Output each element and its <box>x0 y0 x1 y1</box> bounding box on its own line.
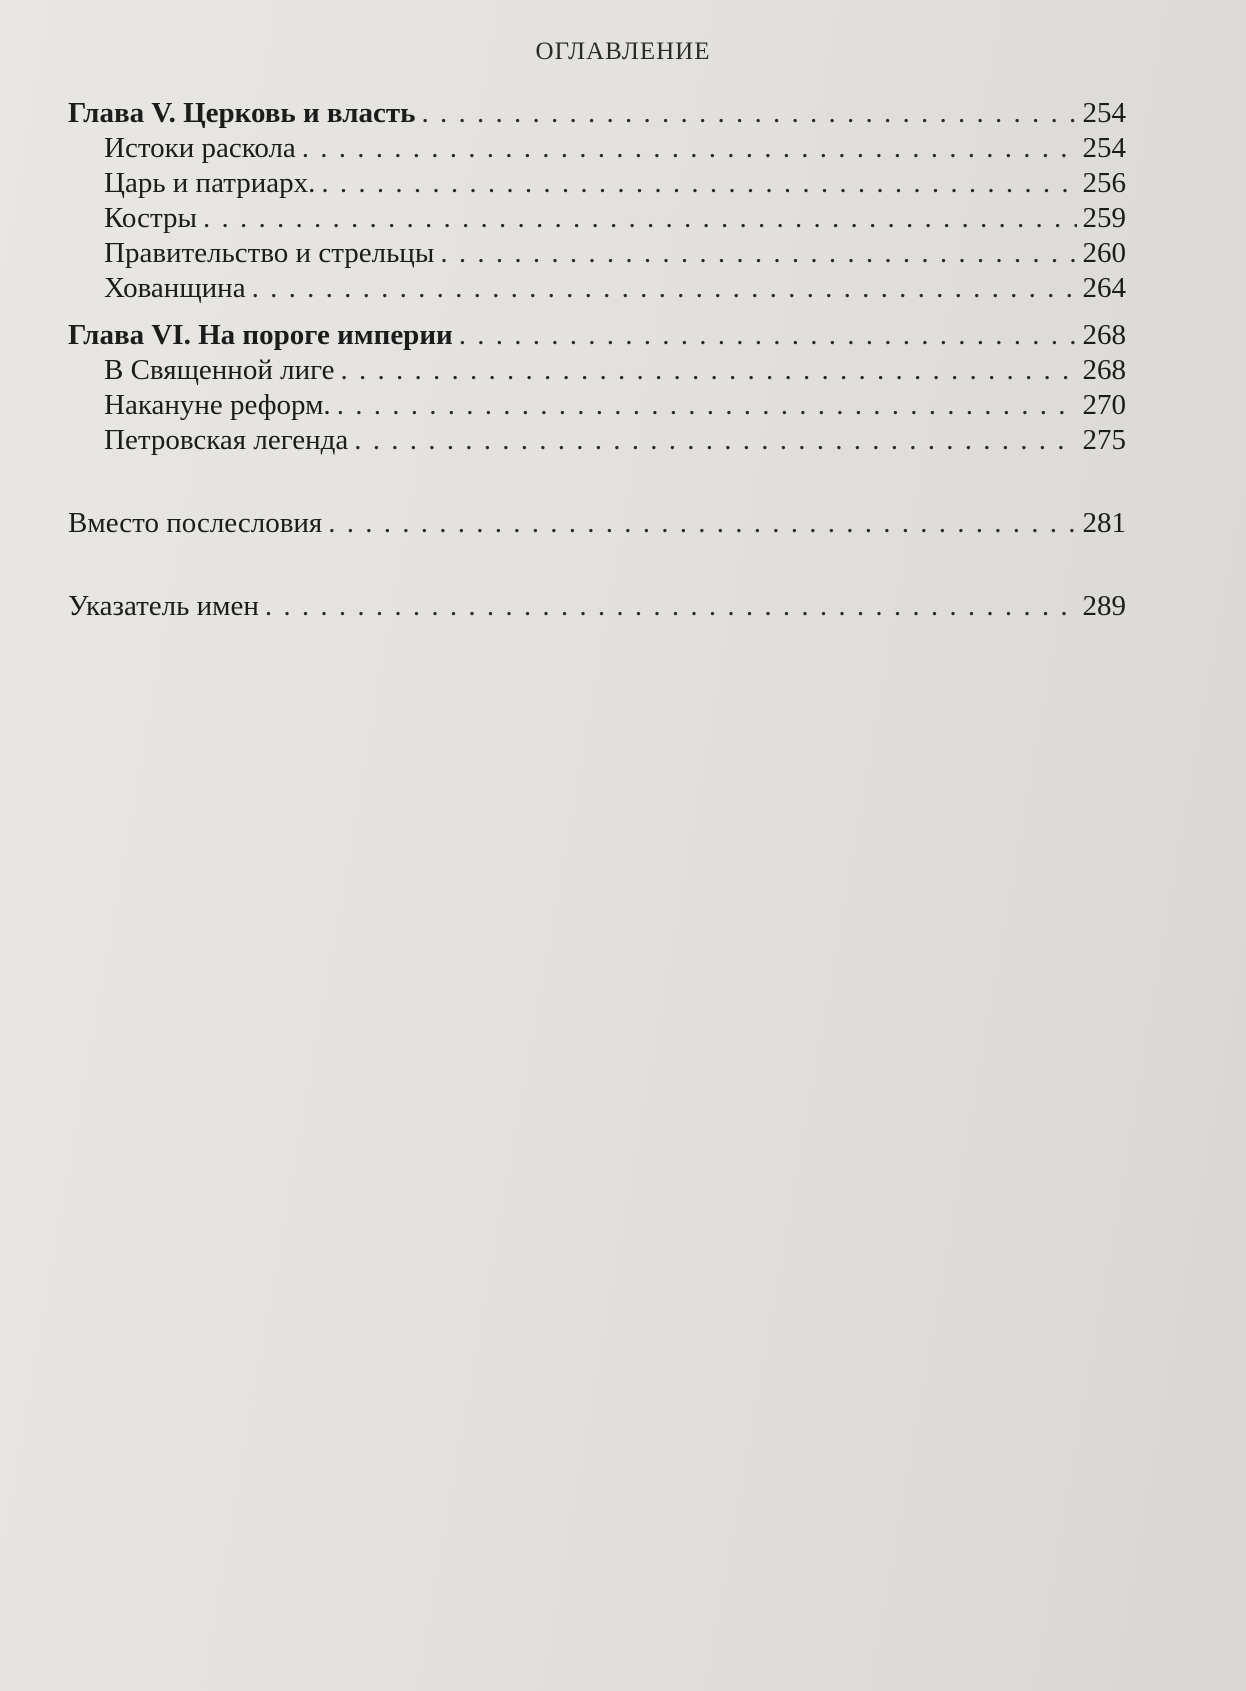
toc-entry-title: Костры <box>104 202 198 234</box>
toc-entry-page: 281 <box>1082 507 1126 539</box>
toc-entry-page: 256 <box>1082 167 1126 199</box>
toc-entry-page: 275 <box>1082 424 1126 456</box>
dot-leader <box>321 166 1076 201</box>
page-heading: ОГЛАВЛЕНИЕ <box>535 38 711 65</box>
toc-entry-page: 254 <box>1082 132 1126 164</box>
toc-entry-page: 259 <box>1082 202 1126 234</box>
toc-entry-name-index <box>68 589 1126 624</box>
dot-leader <box>340 353 1076 388</box>
toc-entry-title: Истоки раскола <box>104 132 296 164</box>
dot-leader <box>459 318 1077 353</box>
toc-entry-title: Вместо послесловия <box>68 507 323 539</box>
toc-entry-title: Хованщина <box>104 272 246 304</box>
toc-entry-title: Глава VI. На пороге империи <box>68 319 453 351</box>
toc-entry-title: В Священной лиге <box>104 354 335 386</box>
dot-leader <box>337 388 1077 423</box>
toc-entry-page: 268 <box>1082 354 1126 386</box>
toc-entry <box>68 353 1126 388</box>
toc-entry-chapter-6 <box>68 318 1126 353</box>
dot-leader <box>440 236 1076 271</box>
toc-entry-title: Указатель имен <box>68 590 259 622</box>
toc-entry-page: 254 <box>1082 97 1126 129</box>
toc-entry-page: 264 <box>1082 272 1126 304</box>
toc-entry-page: 289 <box>1082 590 1126 622</box>
toc-entry-title: Накануне реформ. <box>104 389 331 421</box>
toc-entry <box>68 201 1126 236</box>
dot-leader <box>265 589 1077 624</box>
toc-entry-chapter-5 <box>68 96 1126 131</box>
toc-entry-page: 270 <box>1082 389 1126 421</box>
toc-entry <box>68 388 1126 423</box>
dot-leader <box>203 201 1076 236</box>
toc-entry-page: 260 <box>1082 237 1126 269</box>
dot-leader <box>252 271 1077 306</box>
toc-entry-afterword <box>68 506 1126 541</box>
toc-entry-page: 268 <box>1082 319 1126 351</box>
dot-leader <box>328 506 1076 541</box>
table-of-contents <box>68 96 1126 624</box>
toc-entry <box>68 423 1126 458</box>
toc-entry-title: Петровская легенда <box>104 424 349 456</box>
toc-entry <box>68 166 1126 201</box>
toc-entry-title: Глава V. Церковь и власть <box>68 97 416 129</box>
dot-leader <box>354 423 1076 458</box>
toc-entry <box>68 131 1126 166</box>
dot-leader <box>302 131 1077 166</box>
toc-entry <box>68 236 1126 271</box>
toc-entry <box>68 271 1126 306</box>
toc-entry-title: Правительство и стрельцы <box>104 237 435 269</box>
dot-leader <box>421 96 1076 131</box>
toc-entry-title: Царь и патриарх. <box>104 167 316 199</box>
